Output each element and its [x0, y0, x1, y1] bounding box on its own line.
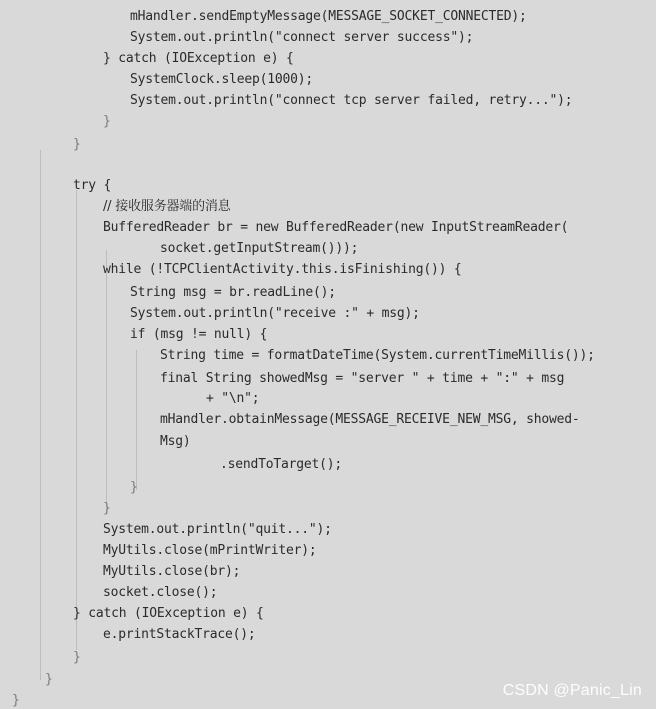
code-line: SystemClock.sleep(1000); [130, 72, 314, 87]
code-line: while (!TCPClientActivity.this.isFinishing()) { [103, 262, 462, 277]
code-line: String time = formatDateTime(System.currentTimeMillis()); [160, 348, 595, 363]
code-line: socket.getInputStream())); [160, 241, 359, 256]
code-line: final String showedMsg = "server " + time + ":" + msg [160, 371, 565, 386]
code-line: .sendToTarget(); [220, 457, 343, 472]
code-line: } [103, 114, 111, 129]
code-line: } [12, 693, 20, 708]
csdn-watermark: CSDN @Panic_Lin [502, 682, 642, 699]
code-line: try { [73, 178, 112, 193]
code-line: + "\n"; [206, 391, 260, 406]
code-line: } catch (IOException e) { [73, 606, 264, 621]
code-line: mHandler.obtainMessage(MESSAGE_RECEIVE_NEW_MSG, showed- [160, 412, 580, 427]
code-line: System.out.println("quit..."); [103, 522, 332, 537]
code-line: } [73, 137, 81, 152]
indent-guide [40, 150, 41, 680]
indent-guide [76, 190, 77, 650]
code-line: } [130, 480, 138, 495]
code-line: } [45, 672, 53, 687]
code-line: String msg = br.readLine(); [130, 285, 336, 300]
code-line: } [73, 650, 81, 665]
code-line: System.out.println("connect server success"); [130, 30, 474, 45]
code-line: MyUtils.close(mPrintWriter); [103, 543, 317, 558]
code-comment-line: // 接收服务器端的消息 [103, 199, 231, 214]
code-line: System.out.println("connect tcp server failed, retry..."); [130, 93, 573, 108]
indent-guide [106, 250, 107, 510]
code-line: MyUtils.close(br); [103, 564, 241, 579]
code-line: Msg) [160, 434, 191, 449]
code-line: } catch (IOException e) { [103, 51, 294, 66]
code-line: BufferedReader br = new BufferedReader(new InputStreamReader( [103, 220, 569, 235]
code-line: System.out.println("receive :" + msg); [130, 306, 420, 321]
indent-guide [136, 350, 137, 490]
code-line: if (msg != null) { [130, 327, 268, 342]
code-line: e.printStackTrace(); [103, 627, 256, 642]
code-line: } [103, 501, 111, 516]
code-line: mHandler.sendEmptyMessage(MESSAGE_SOCKET_CONNECTED); [130, 9, 527, 24]
code-line: socket.close(); [103, 585, 218, 600]
